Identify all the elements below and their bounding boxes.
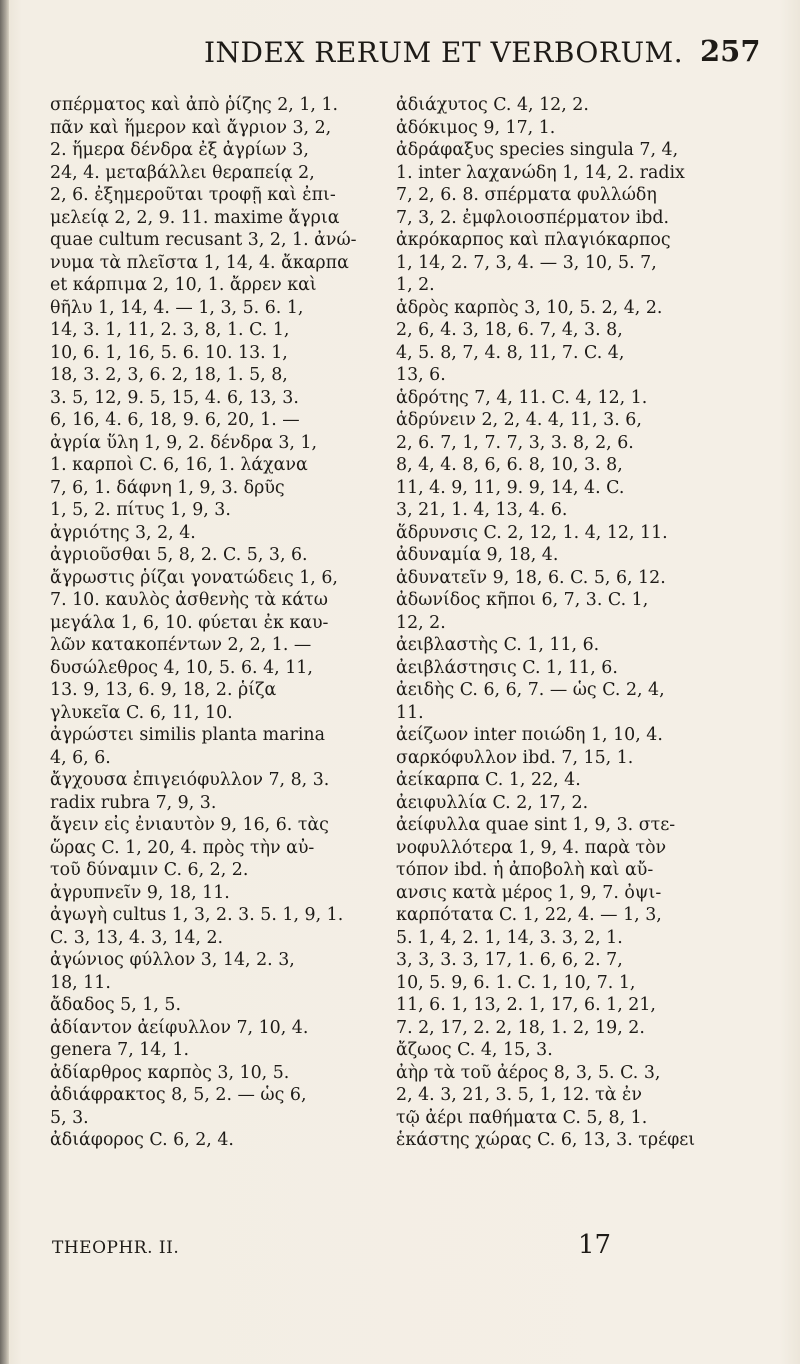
right-column <box>396 94 782 1152</box>
signature-mark: 17 <box>578 1230 612 1260</box>
index-line: et κάρπιμα 2, 10, 1. ἄρρεν καὶ <box>50 275 317 295</box>
index-line: καρπότατα C. 1, 22, 4. — 1, 3, <box>396 905 662 925</box>
index-line: 2, 6. 7, 1, 7. 7, 3, 3. 8, 2, 6. <box>396 432 634 453</box>
index-line: δυσώλεθρος 4, 10, 5. 6. 4, 11, <box>50 657 313 678</box>
index-line: 7, 6, 1. δάφνη 1, 9, 3. δρῦς <box>50 477 285 498</box>
index-line: ἁδρὸς καρπὸς 3, 10, 5. 2, 4, 2. <box>396 297 663 318</box>
index-line: 5. 1, 4, 2. 1, 14, 3. 3, 2, 1. <box>396 927 623 948</box>
index-line: 18, 3. 2, 3, 6. 2, 18, 1. 5, 8, <box>50 365 288 385</box>
index-line: σαρκόφυλλον ibd. 7, 15, 1. <box>396 747 634 768</box>
index-line: ἀδυναμία 9, 18, 4. <box>396 545 559 565</box>
index-line: πᾶν καὶ ἥμερον καὶ ἄγριον 3, 2, <box>50 117 332 138</box>
index-line: ἀείφυλλα quae sint 1, 9, 3. στε- <box>396 815 676 835</box>
index-line: ἀδράφαξυς species singula 7, 4, <box>396 140 679 160</box>
index-line: 2, 6, 4. 3, 18, 6. 7, 4, 3. 8, <box>396 320 623 340</box>
index-line: γλυκεῖα C. 6, 11, 10. <box>50 702 233 723</box>
index-line: ἄδαδος 5, 1, 5. <box>50 995 181 1015</box>
index-line: 1, 5, 2. πίτυς 1, 9, 3. <box>50 500 231 520</box>
index-line: τοῦ δύναμιν C. 6, 2, 2. <box>50 860 249 880</box>
index-line: 13, 6. <box>396 365 446 385</box>
index-line: ἄγχουσα ἐπιγειόφυλλον 7, 8, 3. <box>50 770 330 790</box>
index-line: ἀγρώστει similis planta marina <box>50 725 325 745</box>
index-line: 3. 5, 12, 9. 5, 15, 4. 6, 13, 3. <box>50 387 299 408</box>
index-line: ἀγριότης 3, 2, 4. <box>50 522 196 543</box>
index-line: ἀδόκιμος 9, 17, 1. <box>396 117 556 138</box>
index-line: 10, 5. 9, 6. 1. C. 1, 10, 7. 1, <box>396 972 636 993</box>
index-line: C. 3, 13, 4. 3, 14, 2. <box>50 927 224 948</box>
header-title: INDEX RERUM ET VERBORUM. <box>204 36 684 69</box>
index-line: σπέρματος καὶ ἀπὸ ῥίζης 2, 1, 1. <box>50 95 339 115</box>
index-line: τόπον ibd. ἡ ἀποβολὴ καὶ αὔ- <box>396 860 654 880</box>
index-line: ἀκρόκαρπος καὶ πλαγιόκαρπος <box>396 230 671 250</box>
index-line: genera 7, 14, 1. <box>50 1040 190 1060</box>
index-line: 1. καρποὶ C. 6, 16, 1. λάχανα <box>50 455 308 475</box>
index-line: ἄζωος C. 4, 15, 3. <box>396 1040 553 1060</box>
index-line: νοφυλλότερα 1, 9, 4. παρὰ τὸν <box>396 837 667 858</box>
index-line: ἄγρωστις ῥίζαι γονατώδεις 1, 6, <box>50 567 338 588</box>
index-line: 12, 2. <box>396 612 446 633</box>
index-line: 11, 6. 1, 13, 2. 1, 17, 6. 1, 21, <box>396 995 656 1015</box>
index-line: 14, 3. 1, 11, 2. 3, 8, 1. C. 1, <box>50 320 290 340</box>
index-line: ὥρας C. 1, 20, 4. πρὸς τὴν αὐ- <box>50 837 315 858</box>
index-line: ἑκάστης χώρας C. 6, 13, 3. τρέφει <box>396 1130 696 1150</box>
index-line: ανσις κατὰ μέρος 1, 9, 7. ὀψι- <box>396 882 662 903</box>
index-line: ἀδωνίδος κῆποι 6, 7, 3. C. 1, <box>396 590 649 610</box>
index-line: ἀγριοῦσθαι 5, 8, 2. C. 5, 3, 6. <box>50 545 308 565</box>
index-line: 3, 3, 3. 3, 17, 1. 6, 6, 2. 7, <box>396 950 623 970</box>
index-line: νυμα τὰ πλεῖστα 1, 14, 4. ἄκαρπα <box>50 252 349 273</box>
index-line: 1, 2. <box>396 275 435 295</box>
index-line: 10, 6. 1, 16, 5. 6. 10. 13. 1, <box>50 342 288 363</box>
index-line: 3, 21, 1. 4, 13, 4. 6. <box>396 500 568 520</box>
index-line: ἀγρυπνεῖν 9, 18, 11. <box>50 882 230 903</box>
index-line: 1, 14, 2. 7, 3, 4. — 3, 10, 5. 7, <box>396 252 657 273</box>
index-line: 7. 10. καυλὸς ἀσθενὴς τὰ κάτω <box>50 590 328 610</box>
index-line: 7, 3, 2. ἐμφλοιοσπέρματον ibd. <box>396 207 670 228</box>
index-line: 6, 16, 4. 6, 18, 9. 6, 20, 1. — <box>50 410 300 430</box>
index-line: ἀδυνατεῖν 9, 18, 6. C. 5, 6, 12. <box>396 567 666 588</box>
page-header <box>0 32 800 72</box>
index-line: ἁδρύνειν 2, 2, 4. 4, 11, 3. 6, <box>396 410 642 430</box>
index-line: ἀειβλαστὴς C. 1, 11, 6. <box>396 635 600 655</box>
index-line: quae cultum recusant 3, 2, 1. ἀνώ- <box>50 230 357 250</box>
index-line: λῶν κατακοπέντων 2, 2, 1. — <box>50 635 312 655</box>
index-line: ἁδρότης 7, 4, 11. C. 4, 12, 1. <box>396 387 648 408</box>
index-line: ἀγωγὴ cultus 1, 3, 2. 3. 5. 1, 9, 1. <box>50 905 344 925</box>
running-title: THEOPHR. II. <box>52 1238 180 1258</box>
index-line: ἀδιάχυτος C. 4, 12, 2. <box>396 95 589 115</box>
index-line: 2. ἥμερα δένδρα ἐξ ἀγρίων 3, <box>50 140 309 160</box>
index-line: 1. inter λαχανώδη 1, 14, 2. radix <box>396 162 685 183</box>
index-line: 7. 2, 17, 2. 2, 18, 1. 2, 19, 2. <box>396 1017 645 1038</box>
index-line: τῷ ἀέρι παθήματα C. 5, 8, 1. <box>396 1107 648 1128</box>
index-line: 11, 4. 9, 11, 9. 9, 14, 4. C. <box>396 477 625 498</box>
index-line: ἀδίαντον ἀείφυλλον 7, 10, 4. <box>50 1017 309 1038</box>
index-line: 24, 4. μεταβάλλει θεραπείᾳ 2, <box>50 162 315 183</box>
index-line: 2, 4. 3, 21, 3. 5, 1, 12. τὰ ἐν <box>396 1085 642 1105</box>
index-line: ἀειφυλλία C. 2, 17, 2. <box>396 792 589 813</box>
page-number: 257 <box>700 34 761 68</box>
index-line: ἀδιάφορος C. 6, 2, 4. <box>50 1130 234 1150</box>
left-column <box>50 94 368 1152</box>
index-line: ἄγειν εἰς ἐνιαυτὸν 9, 16, 6. τὰς <box>50 815 329 835</box>
index-line: ἀδιάφρακτος 8, 5, 2. — ὡς 6, <box>50 1085 307 1105</box>
index-line: ἀγρία ὕλη 1, 9, 2. δένδρα 3, 1, <box>50 432 318 453</box>
book-spine-shadow <box>0 0 9 1364</box>
index-line: ἀείζωον inter ποιώδη 1, 10, 4. <box>396 725 663 745</box>
index-line: ἀειβλάστησις C. 1, 11, 6. <box>396 657 618 678</box>
index-line: ἀγώνιος φύλλον 3, 14, 2. 3, <box>50 950 295 970</box>
index-line: 8, 4, 4. 8, 6, 6. 8, 10, 3. 8, <box>396 455 623 475</box>
index-line: radix rubra 7, 9, 3. <box>50 792 217 813</box>
index-line: ἅδρυνσις C. 2, 12, 1. 4, 12, 11. <box>396 522 668 543</box>
index-line: ἀείκαρπα C. 1, 22, 4. <box>396 770 581 790</box>
index-line: 5, 3. <box>50 1107 89 1128</box>
index-line: 2, 6. ἐξημεροῦται τροφῇ καὶ ἐπι- <box>50 185 336 205</box>
index-line: 4, 6, 6. <box>50 747 111 768</box>
index-line: ἀειδὴς C. 6, 6, 7. — ὡς C. 2, 4, <box>396 680 665 700</box>
index-line: 18, 11. <box>50 972 111 993</box>
index-line: 4, 5. 8, 7, 4. 8, 11, 7. C. 4, <box>396 342 625 363</box>
index-line: ἀδίαρθρος καρπὸς 3, 10, 5. <box>50 1062 290 1083</box>
index-line: θῆλυ 1, 14, 4. — 1, 3, 5. 6. 1, <box>50 297 304 318</box>
index-line: ἀὴρ τὰ τοῦ ἀέρος 8, 3, 5. C. 3, <box>396 1062 661 1083</box>
index-line: 7, 2, 6. 8. σπέρματα φυλλώδη <box>396 185 657 205</box>
index-line: 13. 9, 13, 6. 9, 18, 2. ῥίζα <box>50 680 277 700</box>
index-line: μεγάλα 1, 6, 10. φύεται ἐκ καυ- <box>50 612 329 633</box>
index-line: μελείᾳ 2, 2, 9. 11. maxime ἄγρια <box>50 207 340 228</box>
index-line: 11. <box>396 702 424 723</box>
